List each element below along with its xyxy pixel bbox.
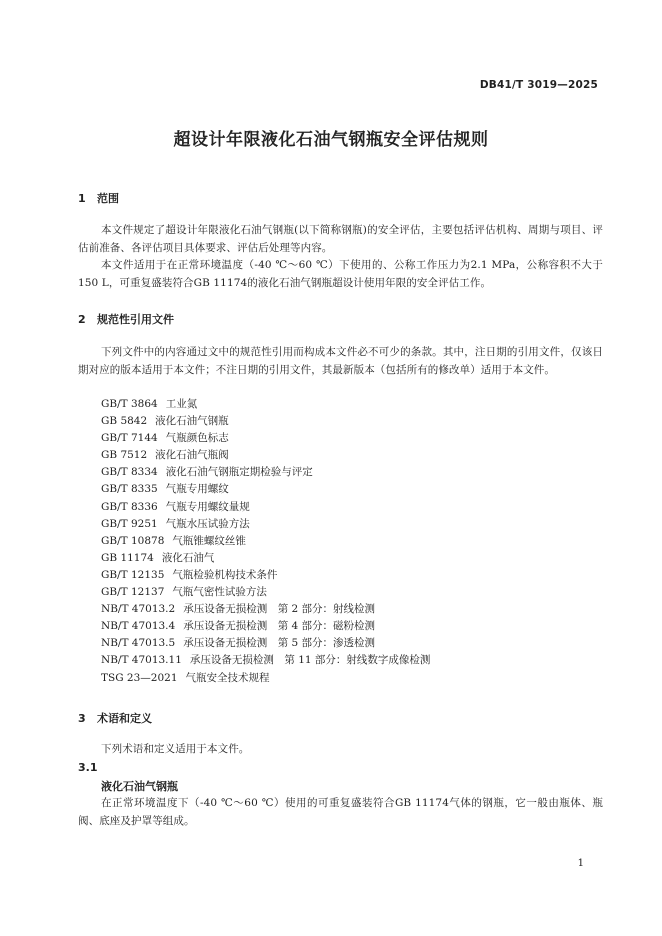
reference-item: GB/T 8336 气瓶专用螺纹量规 xyxy=(101,500,250,513)
term-number: 3.1 xyxy=(78,761,98,774)
section-1-number: 1 xyxy=(78,192,86,205)
reference-item: GB/T 9251 气瓶水压试验方法 xyxy=(101,517,250,530)
term-definition: 在正常环境温度下（-40 ℃～60 ℃）使用的可重复盛装符合GB 11174气体的钢瓶，它一般由瓶体、瓶阀、底座及护罩等组成。 xyxy=(78,797,603,827)
section-2-intro: 下列文件中的内容通过文中的规范性引用而构成本文件必不可少的条款。其中，注日期的引用文件，仅该日期对应的版本适用于本文件；不注日期的引用文件，其最新版本（包括所有的修改单）适用于本文件。 xyxy=(78,346,603,376)
reference-item: GB/T 12135 气瓶检验机构技术条件 xyxy=(101,568,278,581)
document-code: DB41/T 3019—2025 xyxy=(479,79,598,91)
section-1-paragraph-1: 本文件规定了超设计年限液化石油气钢瓶(以下简称钢瓶)的安全评估，主要包括评估机构、周期与项目、评估前准备、各评估项目具体要求、评估后处理等内容。 xyxy=(78,224,603,254)
section-2-number: 2 xyxy=(78,313,86,326)
section-3-title: 术语和定义 xyxy=(97,712,152,725)
section-3-number: 3 xyxy=(78,712,86,725)
page-number: 1 xyxy=(577,858,584,869)
term-name: 液化石油气钢瓶 xyxy=(101,780,178,793)
reference-item: GB/T 12137 气瓶气密性试验方法 xyxy=(101,586,267,599)
reference-item: GB 7512 液化石油气瓶阀 xyxy=(101,449,229,462)
reference-item: GB 5842 液化石油气钢瓶 xyxy=(101,415,229,428)
reference-item: GB/T 3864 工业氮 xyxy=(101,398,198,410)
section-2-title: 规范性引用文件 xyxy=(97,313,174,326)
reference-list xyxy=(101,396,430,687)
reference-item: GB 11174 液化石油气 xyxy=(101,551,215,564)
reference-item: NB/T 47013.2 承压设备无损检测 第 2 部分：射线检测 xyxy=(101,603,376,616)
section-2-heading xyxy=(78,311,174,327)
reference-item: GB/T 8334 液化石油气钢瓶定期检验与评定 xyxy=(101,466,313,479)
section-3-heading xyxy=(78,710,152,726)
reference-item: TSG 23—2021 气瓶安全技术规程 xyxy=(101,671,270,684)
reference-item: GB/T 7144 气瓶颜色标志 xyxy=(101,432,229,445)
section-1-heading xyxy=(78,190,119,206)
reference-item: NB/T 47013.5 承压设备无损检测 第 5 部分：渗透检测 xyxy=(101,637,376,650)
section-1-paragraph-2: 本文件适用于在正常环境温度（-40 ℃～60 ℃）下使用的、公称工作压力为2.1 MPa，公称容积不大于150 L，可重复盛装符合GB 11174的液化石油气钢瓶超设计使用年限的安全评估工作。 xyxy=(78,259,603,289)
reference-item: NB/T 47013.11 承压设备无损检测 第 11 部分：射线数字成像检测 xyxy=(101,654,431,667)
section-3-intro: 下列术语和定义适用于本文件。 xyxy=(101,743,250,755)
section-1-title: 范围 xyxy=(97,192,119,205)
reference-item: GB/T 8335 气瓶专用螺纹 xyxy=(101,483,229,496)
reference-item: GB/T 10878 气瓶锥螺纹丝锥 xyxy=(101,534,246,547)
document-title: 超设计年限液化石油气钢瓶安全评估规则 xyxy=(173,130,489,150)
reference-item: NB/T 47013.4 承压设备无损检测 第 4 部分：磁粉检测 xyxy=(101,620,376,633)
